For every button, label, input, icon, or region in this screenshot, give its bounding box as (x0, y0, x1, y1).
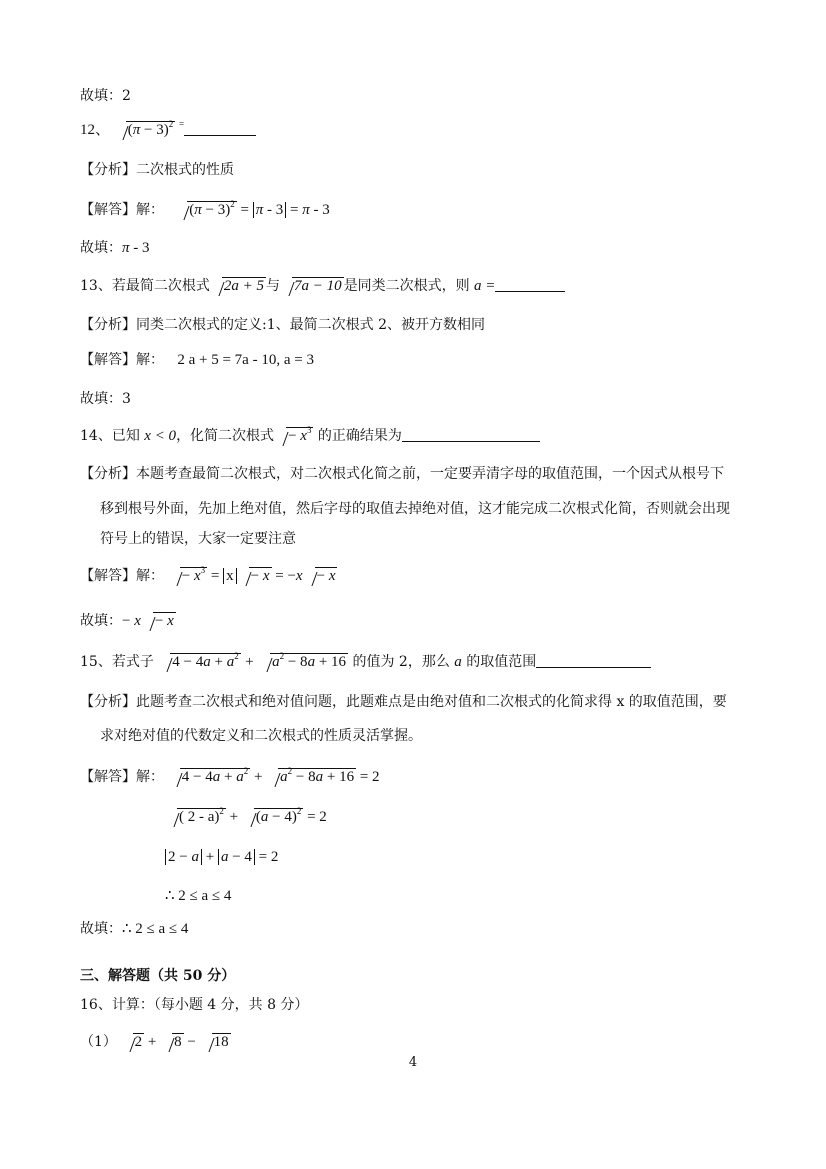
fill-label: 故填： (80, 613, 122, 629)
question-text: 若最简二次根式 (111, 278, 210, 294)
page-number: 4 (408, 1055, 418, 1070)
question-text: 已知 (111, 428, 140, 444)
question-12: 12、 $(\pi - 3)^2$ = (80, 120, 256, 140)
radicand: 7a − 10 (293, 278, 342, 294)
question-number: 15、 (80, 654, 112, 670)
solution-expression: 2 a + 5 = 7a - 10, a = 3 (177, 352, 314, 368)
analysis-label: 【分析】 (80, 694, 136, 710)
solution-label: 【解答】 (80, 202, 136, 218)
solution-label: 【解答】 (80, 568, 136, 584)
fill-answer-13 (80, 389, 131, 409)
question-text: ，化简二次根式 (176, 428, 275, 444)
sqrt-expression: − $x^3$ (170, 566, 207, 586)
question-text: 是同类二次根式，则 (343, 278, 470, 294)
analysis-text: 同类二次根式的定义:1、最简二次根式 2、被开方数相同 (136, 317, 485, 333)
fill-answer-15 (80, 919, 188, 939)
fill-label: 故填： (80, 921, 122, 937)
solution-13 (80, 350, 314, 370)
analysis-text: 二次根式的性质 (136, 162, 234, 178)
variable: a (454, 654, 462, 670)
fill-value: 3 (122, 391, 131, 407)
variable: a = (474, 278, 496, 294)
analysis-label: 【分析】 (80, 466, 136, 482)
question-16: 16、计算：（每小题 4 分，共 8 分） (80, 997, 309, 1013)
sqrt-expression (212, 276, 266, 296)
question-text: 的取值范围 (466, 654, 537, 670)
question-number: 13、 (80, 278, 112, 294)
question-number: 12、 (80, 122, 111, 138)
analysis-text: 本题考查最简二次根式，对二次根式化简之前，一定要弄清字母的取值范围，一个因式从根号下 (136, 466, 724, 482)
question-number: 14、 (80, 428, 112, 444)
sqrt-expression: $(\pi - 3)^2$ (116, 120, 175, 140)
radicand: 2a + 5 (223, 278, 264, 294)
solution-prefix: 解： (136, 352, 164, 368)
sqrt-expression: $a^2 - 8a + 16$ (268, 767, 356, 787)
analysis-label: 【分析】 (80, 162, 136, 178)
sqrt-expression: $4 - 4a + a^2$ (170, 767, 250, 787)
solution-prefix: 解： (136, 202, 164, 218)
solution-15: 【解答】解： $4 - 4a + a^2 + a^2 - 8a + 16 = 2$ (80, 766, 380, 785)
condition: x < 0 (144, 428, 177, 444)
answer-blank (495, 277, 565, 292)
analysis-15-line1 (80, 692, 727, 712)
solution-15-step2: ( $2 - a)^2 + (a - 4)^2 = 2$ (165, 807, 327, 827)
sqrt-expression: $4 - 4a + a^2$ (160, 652, 240, 672)
section-heading: 三、解答题（共 50 分） (80, 968, 236, 984)
analysis-14-line3: 符号上的错误，大家一定要注意 (100, 531, 296, 547)
solution-15-step4: ∴ 2 ≤ a ≤ 4 (165, 888, 232, 904)
solution-prefix: 解： (136, 769, 164, 785)
analysis-text: 此题考查二次根式和绝对值问题，此题难点是由绝对值和二次根式的化简求得 x 的取值范围，要 (136, 694, 727, 710)
solution-label: 【解答】 (80, 352, 136, 368)
analysis-12 (80, 160, 234, 180)
answer-blank (184, 121, 256, 136)
fill-answer-12: 故填：π - 3 (80, 240, 150, 256)
sqrt-expression: $(\pi - 3)^2$ (177, 200, 236, 220)
answer-blank (536, 653, 651, 668)
analysis-label: 【分析】 (80, 317, 136, 333)
question-16-1: （1） 2 + 8 − 18 (80, 1034, 229, 1050)
sqrt-expression (282, 276, 344, 296)
analysis-13 (80, 315, 485, 335)
question-15: 15、若式子 $4 - 4a + a^2 + a^2 - 8a + 16$ 的值为 2，那么 a 的取值范围 (80, 652, 651, 672)
sqrt-expression: $a^2 - 8a + 16$ (260, 652, 348, 672)
analysis-14-line1 (80, 464, 724, 484)
fill-label: 故填： (80, 391, 122, 407)
solution-12: 【解答】解： $(\pi - 3)^2 = \pi - 3 = \pi - 3$ (80, 199, 330, 218)
fill-answer-14: 故填：− x − x (80, 613, 174, 629)
answer-blank (402, 427, 540, 442)
fill-answer-11: 故填：2 (80, 88, 131, 104)
analysis-14-line2: 移到根号外面，先加上绝对值，然后字母的取值去掉绝对值，这才能完成二次根式化简，否则就会出现 (100, 501, 730, 517)
sub-question-label: （1） (80, 1034, 117, 1050)
solution-15-step3: 2 − a + a − 4 = 2 (165, 847, 278, 867)
question-text: 若式子 (111, 654, 154, 670)
solution-label: 【解答】 (80, 769, 136, 785)
sqrt-expression: − $x^3$ (276, 426, 313, 446)
question-13 (80, 276, 565, 296)
solution-14: 【解答】解： − $x^3 = x - x = -x - x$ (80, 565, 336, 584)
question-text: 与 (265, 278, 280, 294)
question-14 (80, 426, 540, 446)
fill-value: ∴ 2 ≤ a ≤ 4 (122, 921, 189, 937)
question-text: 的正确结果为 (317, 428, 402, 444)
fill-label: 故填： (80, 240, 122, 256)
question-text: 的值为 2，那么 (352, 654, 450, 670)
solution-prefix: 解： (136, 568, 164, 584)
analysis-15-line2: 求对绝对值的代数定义和二次根式的性质灵活掌握。 (100, 728, 422, 744)
